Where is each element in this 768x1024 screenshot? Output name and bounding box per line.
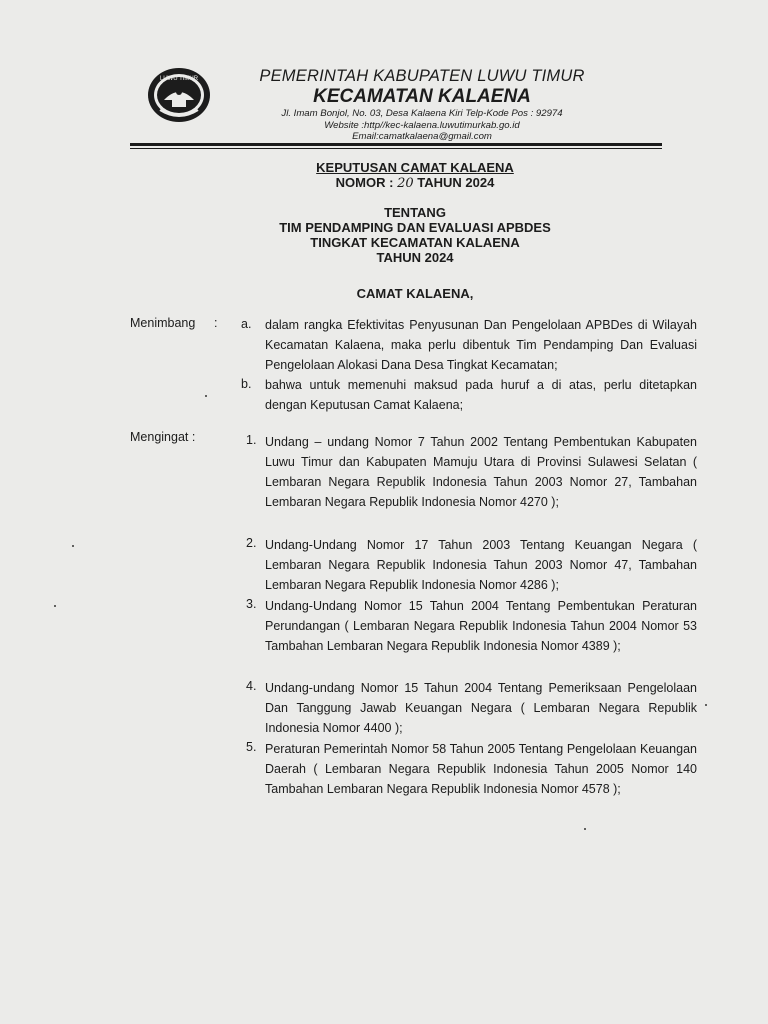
luwu-timur-emblem-icon xyxy=(146,66,212,124)
office-address: Jl. Imam Bonjol, No. 03, Desa Kalaena Kiri Telp-Kode Pos : 92974 xyxy=(281,108,563,119)
decree-title: KEPUTUSAN CAMAT KALAENA xyxy=(316,160,514,175)
issuer: CAMAT KALAENA, xyxy=(356,286,474,301)
subject-line-3: TAHUN 2024 xyxy=(376,250,454,265)
menimbang-item-b: bahwa untuk memenuhi maksud pada huruf a di atas, perlu ditetapkan dengan Keputusan Camat Kalaena; xyxy=(265,378,697,412)
office-email: Email:camatkalaena@gmail.com xyxy=(352,131,492,142)
scan-speck xyxy=(72,545,74,547)
mengingat-item-2: Undang-Undang Nomor 17 Tahun 2003 Tentang Keuangan Negara ( Lembaran Negara Republik Indonesia Tahun 2003 Nomor 47, Tambahan Lembaran Negara Republik Indonesia Nomor 4286 ); xyxy=(265,538,697,592)
mengingat-marker-2: 2. xyxy=(246,536,257,550)
mengingat-item-4: Undang-undang Nomor 15 Tahun 2004 Tentang Pemeriksaan Pengelolaan Dan Tanggung Jawab Keuangan Negara ( Lembaran Negara Republik Indonesia Nomor 4400 ); xyxy=(265,681,697,735)
handwritten-number: 20 xyxy=(397,176,414,191)
menimbang-marker-a: a. xyxy=(241,317,252,331)
subject-line-1: TIM PENDAMPING DAN EVALUASI APBDES xyxy=(279,220,551,235)
mengingat-item-1: Undang – undang Nomor 7 Tahun 2002 Tentang Pembentukan Kabupaten Luwu Timur dan Kabupaten Mamuju Utara di Provinsi Sulawesi Selatan ( Lembaran Negara Republik Indonesia Tahun 2003 Nomor 27, Tambahan Lembaran Negara Republik Indonesia Nomor 4270 ); xyxy=(265,435,697,509)
subject-line-2: TINGKAT KECAMATAN KALAENA xyxy=(310,235,520,250)
menimbang-item-a: dalam rangka Efektivitas Penyusunan Dan Pengelolaan APBDes di Wilayah Kecamatan Kalaena, maka perlu dibentuk Tim Pendamping Dan Evaluasi Pengelolaan Alokasi Dana Desa Tingkat Kecamatan; xyxy=(265,318,697,372)
mengingat-marker-3: 3. xyxy=(246,597,257,611)
menimbang-marker-b: b. xyxy=(241,377,252,391)
mengingat-label: Mengingat : xyxy=(130,430,196,444)
menimbang-colon: : xyxy=(214,316,218,330)
svg-text:LUWU TIMUR: LUWU TIMUR xyxy=(159,76,199,82)
mengingat-marker-4: 4. xyxy=(246,679,257,693)
scan-speck xyxy=(584,828,586,830)
scan-speck xyxy=(54,605,56,607)
letterhead-rule-thin xyxy=(130,148,662,149)
mengingat-item-5: Peraturan Pemerintah Nomor 58 Tahun 2005 Tentang Pengelolaan Keuangan Daerah ( Lembaran Negara Republik Indonesia Tahun 2005 Nomor 140 Tambahan Lembaran Negara Republik Indonesia Nomor 4578 ); xyxy=(265,742,697,796)
mengingat-marker-5: 5. xyxy=(246,740,257,754)
scan-speck xyxy=(205,395,207,397)
office-website: Website :http//kec-kalaena.luwutimurkab.go.id xyxy=(324,119,520,131)
letterhead xyxy=(222,66,622,143)
government-name: PEMERINTAH KABUPATEN LUWU TIMUR xyxy=(259,67,585,85)
scan-speck xyxy=(705,704,707,706)
office-name: KECAMATAN KALAENA xyxy=(313,86,531,107)
mengingat-item-3: Undang-Undang Nomor 15 Tahun 2004 Tentang Pembentukan Peraturan Perundangan ( Lembaran Negara Republik Indonesia Tahun 2004 Nomor 53 Tambahan Lembaran Negara Republik Indonesia Nomor 4389 ); xyxy=(265,599,697,653)
letterhead-rule-thick xyxy=(130,143,662,146)
menimbang-label: Menimbang xyxy=(130,316,196,330)
mengingat-marker-1: 1. xyxy=(246,433,257,447)
decree-number: NOMOR : 20 TAHUN 2024 xyxy=(335,175,495,191)
about-label: TENTANG xyxy=(384,205,446,220)
